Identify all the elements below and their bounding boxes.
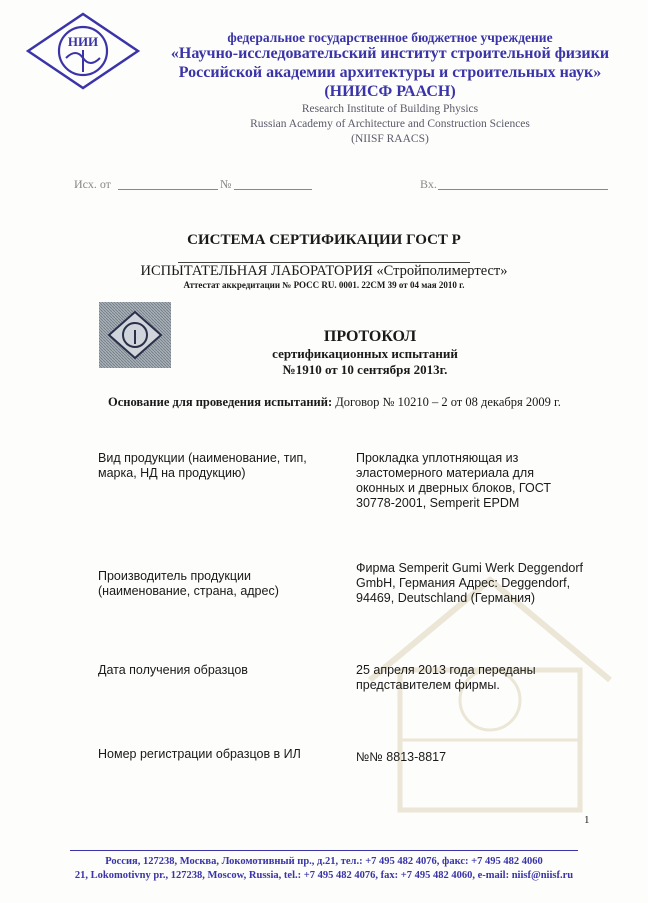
field-label-product: Вид продукции (наименование, тип, марка, НД на продукцию) (98, 451, 307, 480)
field-label-manufacturer: Производитель продукции (наименование, страна, адрес) (98, 569, 279, 598)
field-value-product: Прокладка уплотняющая из эластомерного материала для оконных и дверных блоков, ГОСТ 30778-2001, Semperit EPDM (356, 451, 551, 510)
basis-row (108, 395, 561, 410)
outgoing-ref-label: Исх. от (74, 177, 111, 191)
footer-address-ru: Россия, 127238, Москва, Локомотивный пр., д.21, тел.: +7 495 482 4076, факс: +7 495 482 4060 (105, 856, 543, 867)
niisf-logo-icon (26, 12, 140, 90)
field-value-receipt-date: 25 апреля 2013 года переданы представителем фирмы. (356, 663, 536, 692)
field-value-registration: №№ 8813-8817 (356, 750, 447, 764)
protocol-title: ПРОТОКОЛ (323, 328, 417, 345)
laboratory-title: ИСПЫТАТЕЛЬНАЯ ЛАБОРАТОРИЯ «Стройполимертест» (140, 263, 508, 279)
outgoing-number-line (234, 189, 312, 190)
logo-text: НИИ (67, 34, 99, 49)
protocol-subtitle: сертификационных испытаний (272, 346, 458, 361)
header-en-line3: (NIISF RAACS) (351, 133, 429, 145)
incoming-ref-label: Вх. (420, 177, 437, 191)
outgoing-number-label: № (220, 177, 232, 191)
incoming-ref-line (438, 189, 608, 190)
hologram-stamp-icon (97, 300, 173, 370)
page-number: 1 (584, 814, 590, 826)
header-academy-name: Российской академии архитектуры и строительных наук» (178, 64, 602, 81)
header-en-line2: Russian Academy of Architecture and Construction Sciences (250, 118, 530, 130)
footer-divider (70, 850, 578, 851)
header-en-line1: Research Institute of Building Physics (301, 103, 479, 115)
certification-system-title: СИСТЕМА СЕРТИФИКАЦИИ ГОСТ Р (187, 232, 461, 248)
field-label-receipt-date: Дата получения образцов (98, 663, 248, 677)
basis-value: Договор № 10210 – 2 от 08 декабря 2009 г. (335, 395, 561, 409)
header-line1: федеральное государственное бюджетное учреждение (227, 30, 553, 45)
header-abbreviation: (НИИСФ РААСН) (324, 83, 456, 100)
accreditation-note: Аттестат аккредитации № РОСС RU. 0001. 22СМ 39 от 04 мая 2010 г. (183, 280, 465, 290)
outgoing-date-line (118, 189, 218, 190)
protocol-number-date: №1910 от 10 сентября 2013г. (282, 362, 448, 377)
basis-label: Основание для проведения испытаний: (108, 395, 333, 409)
field-value-manufacturer: Фирма Semperit Gumi Werk Deggendorf GmbH, Германия Адрес: Deggendorf, 94469, Deutschland (Германия) (356, 561, 584, 605)
footer-address-en: 21, Lokomotivny pr., 127238, Moscow, Russia, tel.: +7 495 482 4076, fax: +7 495 482 4060, e-mail: niisf@niisf.ru (74, 870, 574, 881)
field-label-registration: Номер регистрации образцов в ИЛ (98, 747, 301, 761)
header-institute-name: «Научно-исследовательский институт строительной физики (170, 45, 610, 62)
